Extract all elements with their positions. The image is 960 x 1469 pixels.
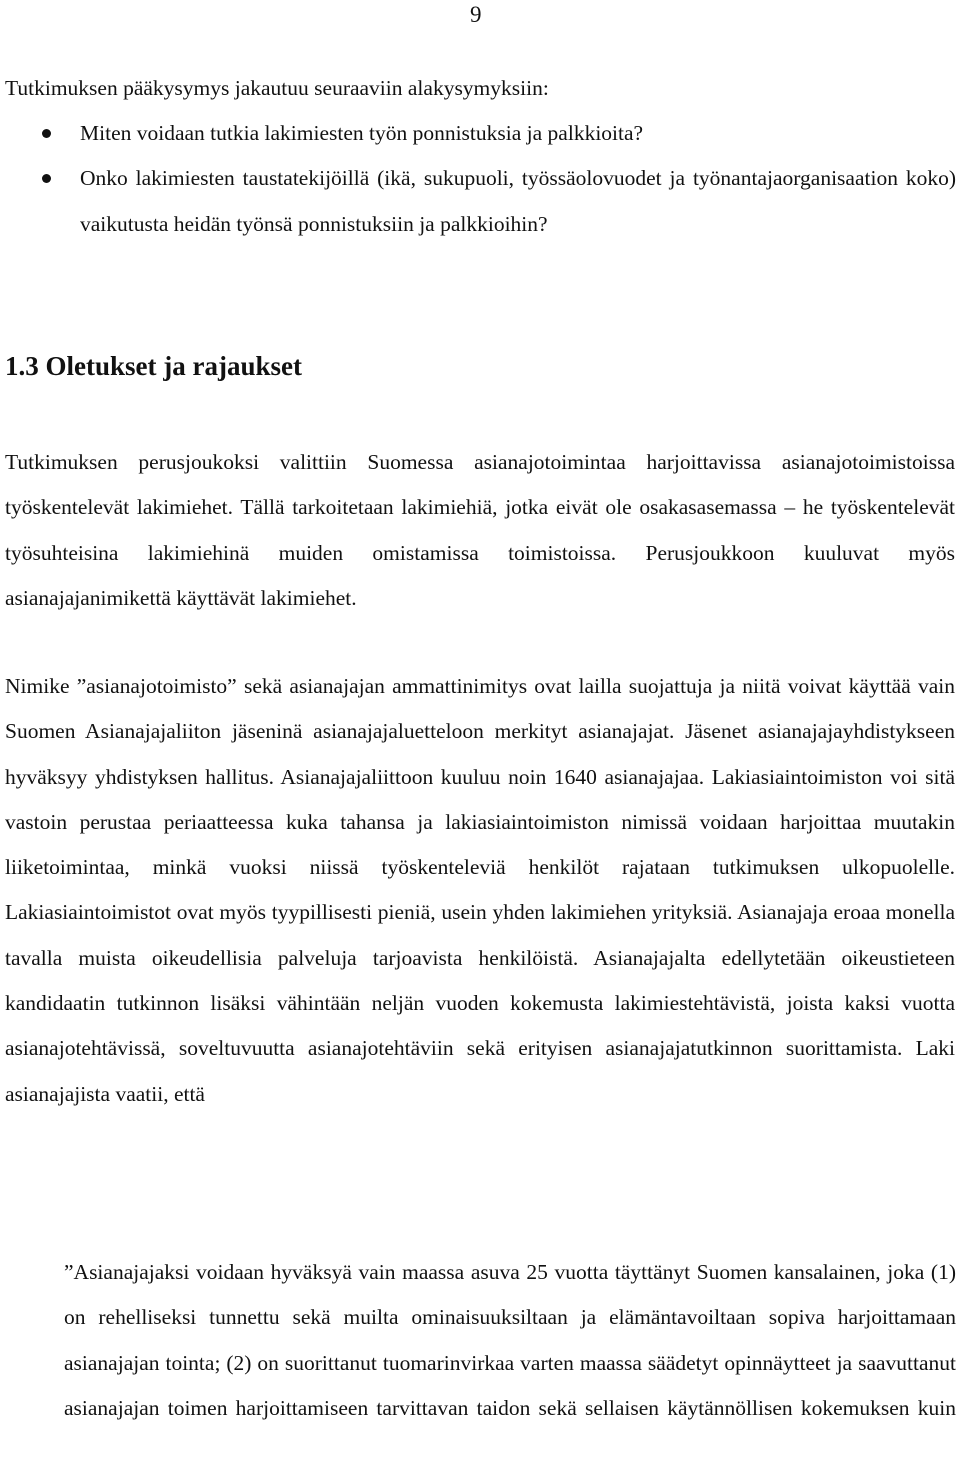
list-item-text: Miten voidaan tutkia lakimiesten työn ponnistuksia ja palkkioita? xyxy=(80,121,644,145)
list-item xyxy=(80,111,956,156)
bullet-icon xyxy=(42,174,51,183)
list-item-text: Onko lakimiesten taustatekijöillä (ikä, sukupuoli, työssäolovuodet ja työnantajaorganisaation koko) vaikutusta heidän työnsä ponnistuksiin ja palkkioihin? xyxy=(80,166,956,236)
legal-quote: ”Asianajajaksi voidaan hyväksyä vain maassa asuva 25 vuotta täyttänyt Suomen kansalainen, joka (1) on rehelliseksi tunnettu sekä muilta ominaisuuksiltaan ja elämäntavoiltaan sopiva harjoittamaan asianajajan tointa; (2) on suorittanut tuomarinvirkaa varten maassa säädetyt opinnäytteet ja saavuttanut asianajajan toimen harjoittamiseen tarvittavan taidon sekä sellaisen käytännöllisen kokemuksen kuin xyxy=(64,1260,956,1420)
list-item xyxy=(80,156,956,247)
section-heading: 1.3 Oletukset ja rajaukset xyxy=(5,351,302,381)
bullet-icon xyxy=(42,129,51,138)
intro-paragraph: Tutkimuksen pääkysymys jakautuu seuraaviin alakysymyksiin: xyxy=(5,76,549,100)
body-paragraph: Nimike ”asianajotoimisto” sekä asianajajan ammattinimitys ovat lailla suojattuja ja niitä voivat käyttää vain Suomen Asianajajaliiton jäseninä asianajajaluetteloon merkityt asianajajat. Jäsenet asianajajayhdistykseen hyväksyy yhdistyksen hallitus. Asianajajaliittoon kuuluu noin 1640 asianajajaa. Lakiasiaintoimiston voi sitä vastoin perustaa periaatteessa kuka tahansa ja lakiasiaintoimiston nimissä voidaan harjoittaa muutakin liiketoimintaa, minkä vuoksi niissä työskenteleviä henkilöt rajataan tutkimuksen ulkopuolelle. Lakiasiaintoimistot ovat myös tyypillisesti pieniä, usein yhden lakimiehen yrityksiä. Asianajaja eroaa monella tavalla muista oikeudellisia palveluja tarjoavista henkilöistä. Asianajajalta edellytetään oikeustieteen kandidaatin tutkinnon lisäksi vähintään neljän vuoden kokemusta lakimiestehtävistä, joista kaksi vuotta asianajotehtävissä, soveltuvuutta asianajotehtäviin sekä erityisen asianajajatutkinnon suorittamista. Laki asianajajista vaatii, että xyxy=(5,674,955,1106)
body-paragraph: Tutkimuksen perusjoukoksi valittiin Suomessa asianajotoimintaa harjoittavissa asianajotoimistoissa työskentelevät lakimiehet. Tällä tarkoitetaan lakimiehiä, jotka eivät ole osakasasemassa – he työskentelevät työsuhteisina lakimiehinä muiden omistamissa toimistoissa. Perusjoukkoon kuuluvat myös asianajajanimikettä käyttävät lakimiehet. xyxy=(5,450,955,610)
research-question-list xyxy=(80,111,956,247)
page-number: 9 xyxy=(470,2,482,27)
